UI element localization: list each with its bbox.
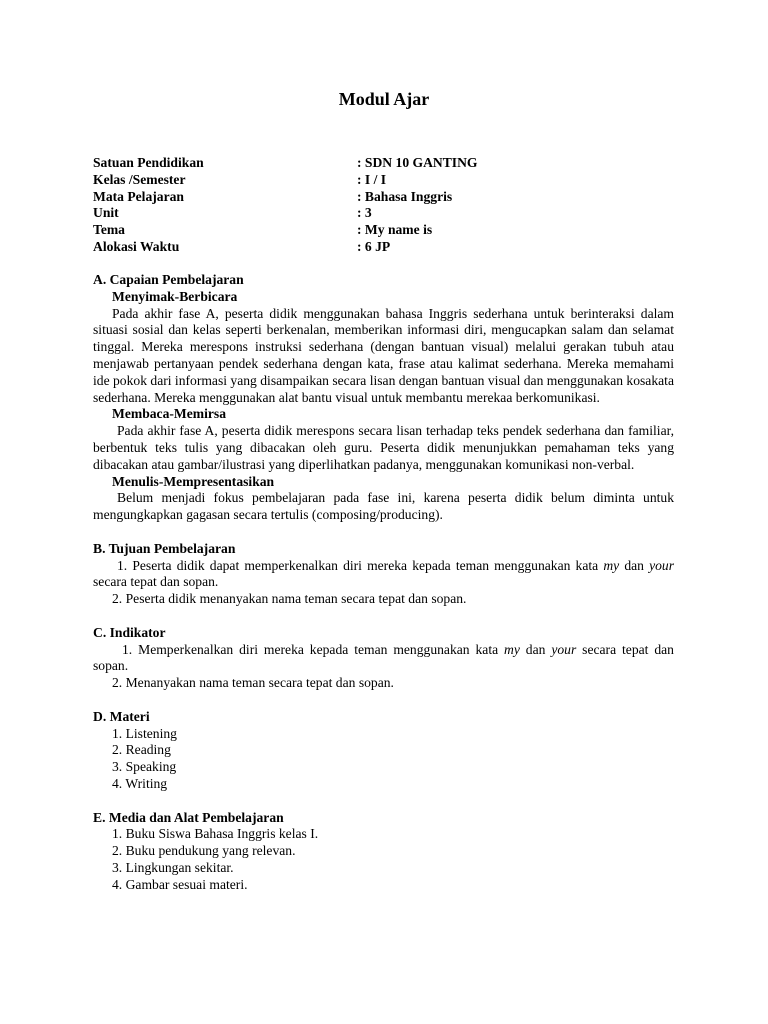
document-body: [93, 272, 674, 893]
info-value: : I / I: [357, 171, 387, 187]
info-label: Tema: [93, 222, 125, 238]
spacer: [93, 692, 674, 709]
info-row: [93, 205, 693, 222]
info-value: : 3: [357, 205, 372, 221]
document-title: Modul Ajar: [338, 89, 430, 109]
list-item: 3. Speaking: [112, 759, 177, 775]
text-run: dan: [619, 557, 650, 573]
section-c-heading: C. Indikator: [93, 624, 166, 640]
info-value: : SDN 10 GANTING: [357, 155, 478, 170]
info-row: [93, 239, 693, 256]
section-e-heading: E. Media dan Alat Pembelajaran: [93, 809, 284, 825]
section-b-heading: B. Tujuan Pembelajaran: [93, 540, 236, 556]
list-item: 1. Listening: [112, 725, 177, 741]
text-run: secara tepat dan sopan.: [93, 641, 674, 674]
spacer: [93, 608, 674, 625]
list-item: [93, 558, 674, 592]
info-label: Alokasi Waktu: [93, 238, 180, 254]
list-item: 4. Gambar sesuai materi.: [112, 876, 248, 892]
info-label: Kelas /Semester: [93, 171, 186, 187]
italic-word: my: [504, 641, 520, 657]
italic-word: my: [603, 557, 620, 573]
info-row: [93, 172, 693, 189]
spacer: [93, 793, 674, 810]
info-row: [93, 222, 693, 239]
list-item: 1. Buku Siswa Bahasa Inggris kelas I.: [112, 826, 319, 842]
paragraph-menulis-mempresentasikan: Belum menjadi fokus pembelajaran pada fase ini, karena peserta didik belum diminta untuk mengungkapkan gagasan secara tertulis (composing/producing).: [93, 490, 674, 523]
subheading-menyimak-berbicara: Menyimak-Berbicara: [112, 288, 238, 304]
subheading-membaca-memirsa: Membaca-Memirsa: [112, 406, 226, 422]
info-label: Unit: [93, 205, 119, 221]
italic-word: your: [551, 641, 577, 657]
info-label: Mata Pelajaran: [93, 188, 184, 204]
identity-table: [93, 155, 693, 256]
spacer: [93, 524, 674, 541]
info-label: Satuan Pendidikan: [93, 155, 204, 170]
paragraph-menyimak-berbicara: Pada akhir fase A, peserta didik menggunakan bahasa Inggris sederhana untuk berinteraksi dalam situasi sosial dan kelas seperti berkenalan, memberikan informasi diri, mengucapkan salam dan selamat tinggal. Mereka merespons instruksi sederhana (dengan bantuan visual) melalui gerakan tubuh atau menjawab pertanyaan pendek sederhana dengan kata, frase atau kalimat sederhana. Mereka memahami ide pokok dari informasi yang disampaikan secara lisan dengan bantuan visual dan menggunakan kosakata sederhana. Mereka menggunakan alat bantu visual untuk membantu merekaa berkomunikasi.: [93, 305, 674, 405]
text-run: secara tepat dan sopan.: [93, 574, 219, 590]
info-row: [93, 189, 693, 206]
section-d-heading: D. Materi: [93, 708, 150, 724]
list-item: 2. Menanyakan nama teman secara tepat dan sopan.: [112, 675, 394, 691]
paragraph-membaca-memirsa: Pada akhir fase A, peserta didik merespons secara lisan terhadap teks pendek sederhana dan familiar, berbentuk teks tulis yang dibacakan oleh guru. Peserta didik menunjukkan pemahaman teks yang dibacakan atau gambar/ilustrasi yang diperlihatkan padanya, menggunakan komunikasi non-verbal.: [93, 423, 674, 472]
list-item: 2. Buku pendukung yang relevan.: [112, 843, 296, 859]
list-item: 3. Lingkungan sekitar.: [112, 859, 234, 875]
section-a-heading: A. Capaian Pembelajaran: [93, 272, 244, 287]
italic-word: your: [649, 557, 674, 573]
list-item: 2. Peserta didik menanyakan nama teman secara tepat dan sopan.: [112, 591, 467, 607]
text-run: 1. Peserta didik dapat memperkenalkan diri mereka kepada teman menggunakan kata: [117, 557, 604, 573]
text-run: dan: [519, 641, 552, 657]
list-item: [93, 642, 674, 676]
info-value: : Bahasa Inggris: [357, 188, 453, 204]
list-item: 4. Writing: [112, 775, 168, 791]
info-row: [93, 155, 693, 172]
text-run: 1. Memperkenalkan diri mereka kepada teman menggunakan kata: [122, 641, 505, 657]
list-item: 2. Reading: [112, 742, 171, 758]
info-value: : My name is: [357, 222, 433, 238]
info-value: : 6 JP: [357, 238, 391, 254]
subheading-menulis-mempresentasikan: Menulis-Mempresentasikan: [112, 473, 275, 489]
